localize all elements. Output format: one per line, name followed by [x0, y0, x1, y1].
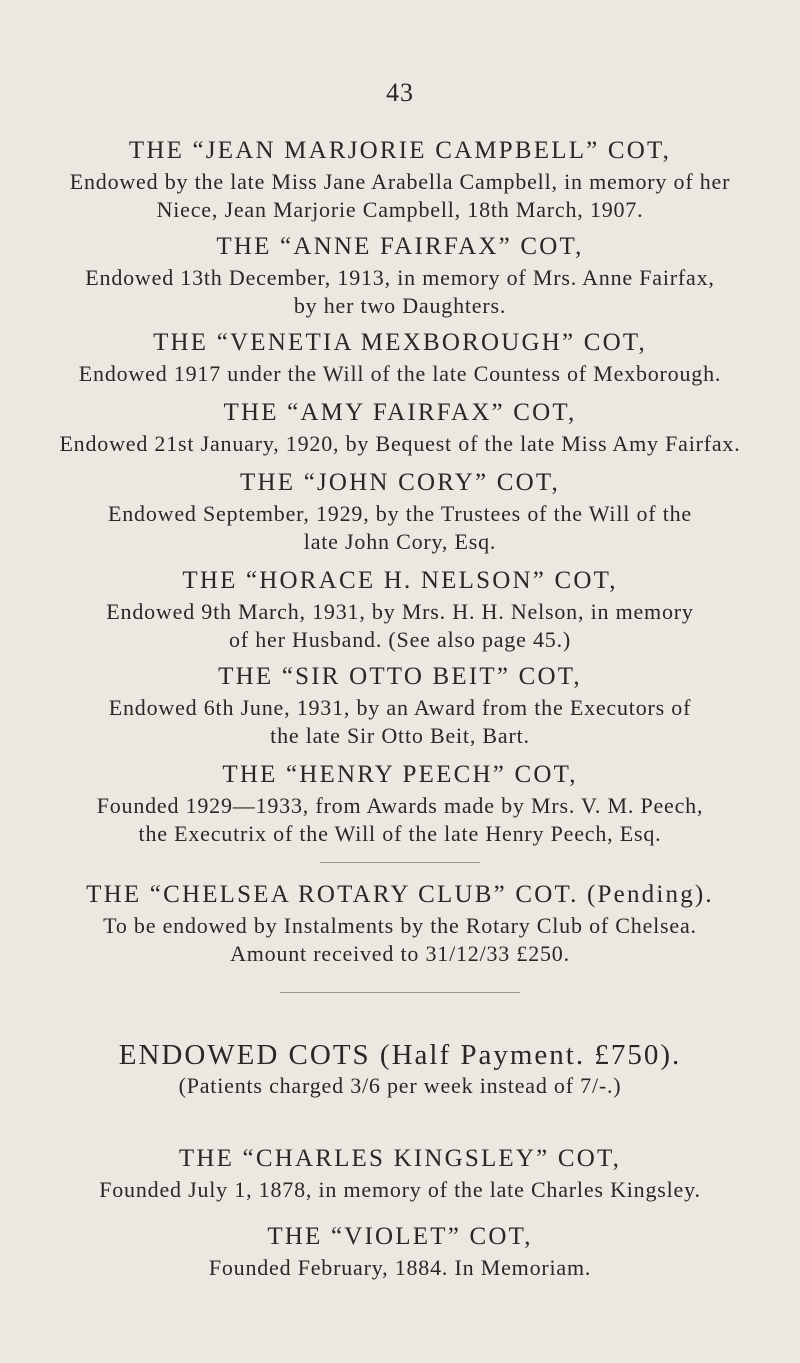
- divider-rule: [320, 862, 480, 863]
- entry-heading: THE “CHARLES KINGSLEY” COT,: [178, 1145, 622, 1172]
- entry-john-cory-cot: [0, 468, 800, 556]
- divider-rule: [280, 992, 520, 993]
- entry-heading: THE “VENETIA MEXBOROUGH” COT,: [153, 329, 647, 356]
- entry-line: by her two Daughters.: [293, 293, 507, 318]
- entry-line: Founded 1929—1933, from Awards made by Mrs. V. M. Peech,: [96, 793, 704, 818]
- entry-line: the late Sir Otto Beit, Bart.: [270, 723, 530, 748]
- entry-line: Endowed by the late Miss Jane Arabella Campbell, in memory of her: [69, 169, 731, 194]
- entry-heading: THE “CHELSEA ROTARY CLUB” COT. (Pending).: [86, 881, 714, 908]
- entry-violet-cot: [0, 1222, 800, 1282]
- entry-description: [0, 500, 800, 556]
- entry-description: [0, 264, 800, 320]
- section-heading: ENDOWED COTS (Half Payment. £750).: [118, 1039, 682, 1071]
- entry-heading: THE “JOHN CORY” COT,: [240, 469, 560, 496]
- entry-line: late John Cory, Esq.: [303, 529, 497, 554]
- entry-line: Amount received to 31/12/33 £250.: [230, 941, 570, 966]
- entry-line: Endowed 1917 under the Will of the late Countess of Mexborough.: [78, 361, 722, 386]
- page-number: 43: [386, 78, 414, 107]
- entry-line: Founded July 1, 1878, in memory of the late Charles Kingsley.: [99, 1177, 701, 1202]
- entry-description: [0, 694, 800, 750]
- entry-line: Endowed 13th December, 1913, in memory of Mrs. Anne Fairfax,: [85, 265, 715, 290]
- entry-chelsea-rotary-club-cot: [0, 880, 800, 968]
- entry-jean-marjorie-campbell-cot: [0, 136, 800, 224]
- entry-heading: THE “VIOLET” COT,: [267, 1223, 533, 1250]
- entry-line: Endowed September, 1929, by the Trustees of the Will of the: [108, 501, 692, 526]
- entry-description: [0, 1176, 800, 1204]
- entry-description: [0, 360, 800, 388]
- entry-heading: THE “SIR OTTO BEIT” COT,: [218, 663, 582, 690]
- entry-line: Endowed 6th June, 1931, by an Award from the Executors of: [108, 695, 692, 720]
- entry-description: [0, 1254, 800, 1282]
- entry-line: Endowed 21st January, 1920, by Bequest of the late Miss Amy Fairfax.: [59, 431, 741, 456]
- entry-heading: THE “HORACE H. NELSON” COT,: [182, 567, 618, 594]
- entry-description: [0, 430, 800, 458]
- entry-sir-otto-beit-cot: [0, 662, 800, 750]
- entry-amy-fairfax-cot: [0, 398, 800, 458]
- entry-description: [0, 168, 800, 224]
- entry-description: [0, 792, 800, 848]
- section-endowed-cots-half-payment: [0, 1040, 800, 1100]
- entry-line: Endowed 9th March, 1931, by Mrs. H. H. Nelson, in memory: [106, 599, 694, 624]
- entry-line: (Patients charged 3/6 per week instead of 7/-.): [178, 1073, 622, 1098]
- entry-line: of her Husband. (See also page 45.): [228, 627, 571, 652]
- entry-heading: THE “HENRY PEECH” COT,: [222, 761, 578, 788]
- entry-description: [0, 598, 800, 654]
- entry-heading: THE “JEAN MARJORIE CAMPBELL” COT,: [128, 137, 672, 164]
- entry-description: [0, 912, 800, 968]
- entry-line: Niece, Jean Marjorie Campbell, 18th March, 1907.: [156, 197, 644, 222]
- entry-heading: THE “AMY FAIRFAX” COT,: [223, 399, 577, 426]
- entry-line: To be endowed by Instalments by the Rotary Club of Chelsea.: [103, 913, 697, 938]
- entry-charles-kingsley-cot: [0, 1144, 800, 1204]
- entry-line: Founded February, 1884. In Memoriam.: [208, 1255, 592, 1280]
- entry-henry-peech-cot: [0, 760, 800, 848]
- entry-line: the Executrix of the Will of the late Henry Peech, Esq.: [138, 821, 662, 846]
- entry-anne-fairfax-cot: [0, 232, 800, 320]
- section-note: [0, 1072, 800, 1100]
- entry-horace-h-nelson-cot: [0, 566, 800, 654]
- entry-venetia-mexborough-cot: [0, 328, 800, 388]
- entry-heading: THE “ANNE FAIRFAX” COT,: [216, 233, 584, 260]
